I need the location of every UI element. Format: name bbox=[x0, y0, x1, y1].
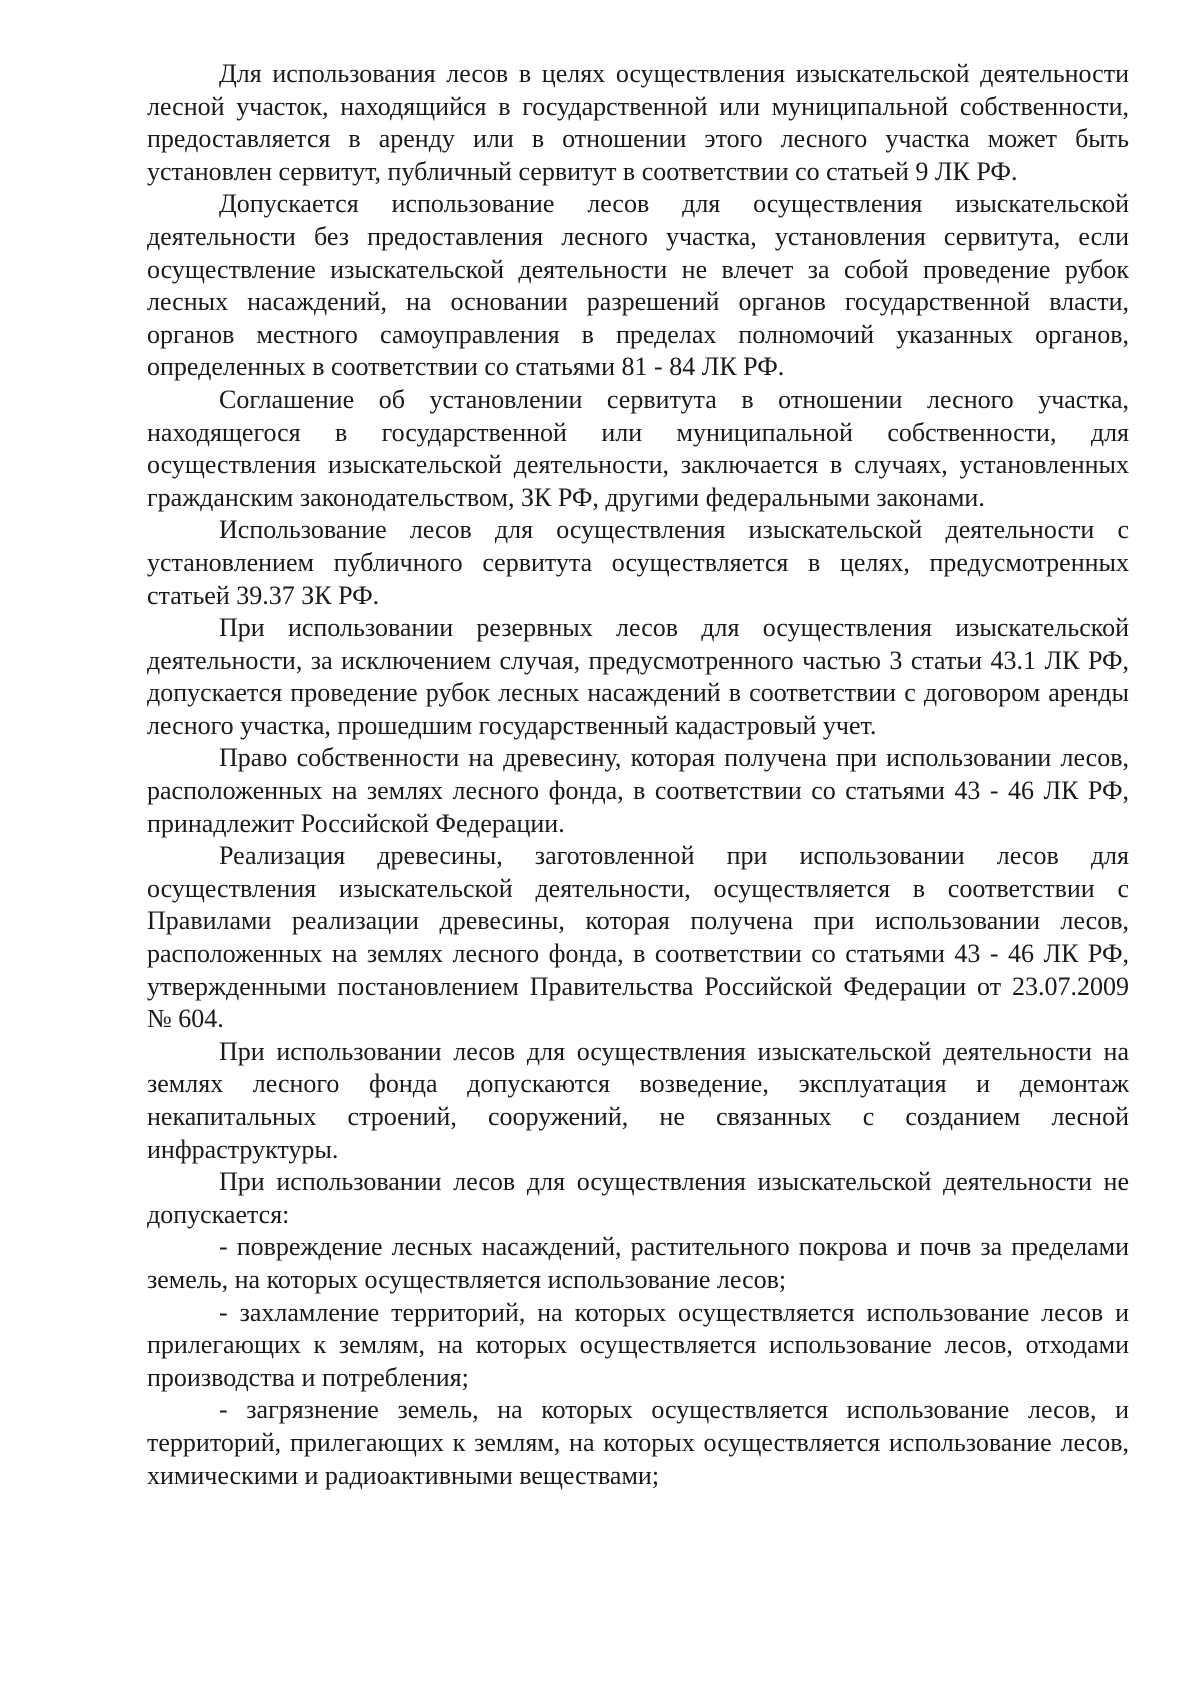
list-item-damage: - повреждение лесных насаждений, растительного покрова и почв за пределами земель, на которых осуществляется использование лесов; bbox=[147, 1232, 1129, 1294]
paragraph-reserve-forests: При использовании резервных лесов для осуществления изыскательской деятельности, за исключением случая, предусмотренного частью 3 статьи 43.1 ЛК РФ, допускается проведение рубок лесных насаждений в соответствии с договором аренды лесного участка, прошедшим государственный кадастровый учет. bbox=[147, 613, 1129, 740]
paragraph-public-servitude: Использование лесов для осуществления изыскательской деятельности с установлением публичного сервитута осуществляется в целях, предусмотренных статьей 39.37 ЗК РФ. bbox=[147, 515, 1129, 610]
paragraph-timber-sale: Реализация древесины, заготовленной при использовании лесов для осуществления изыскательской деятельности, осуществляется в соответствии с Правилами реализации древесины, которая получена при использовании лесов, расположенных на землях лесного фонда, в соответствии со статьями 43 - 46 ЛК РФ, утвержденными постановлением Правительства Российской Федерации от 23.07.2009 № 604. bbox=[147, 841, 1129, 1034]
list-item-littering: - захламление территорий, на которых осуществляется использование лесов и прилегающих к землям, на которых осуществляется использование лесов, отходами производства и потребления; bbox=[147, 1297, 1129, 1392]
paragraph-prohibitions-intro: При использовании лесов для осуществления изыскательской деятельности не допускается: bbox=[147, 1167, 1129, 1229]
paragraph-use-without-plot: Допускается использование лесов для осуществления изыскательской деятельности без предоставления лесного участка, установления сервитута, если осуществление изыскательской деятельности не влечет за собой проведение рубок лесных насаждений, на основании разрешений органов государственной власти, органов местного самоуправления в пределах полномочий указанных органов, определенных в соответствии со статьями 81 - 84 ЛК РФ. bbox=[147, 189, 1129, 382]
list-item-pollution: - загрязнение земель, на которых осуществляется использование лесов, и территорий, прилегающих к землям, на которых осуществляется использование лесов, химическими и радиоактивными веществами; bbox=[147, 1395, 1129, 1490]
paragraph-timber-ownership: Право собственности на древесину, которая получена при использовании лесов, расположенных на землях лесного фонда, в соответствии со статьями 43 - 46 ЛК РФ, принадлежит Российской Федерации. bbox=[147, 743, 1129, 838]
paragraph-lease-or-servitude: Для использования лесов в целях осуществления изыскательской деятельности лесной участок, находящийся в государственной или муниципальной собственности, предоставляется в аренду или в отношении этого лесного участка может быть установлен сервитут, публичный сервитут в соответствии со статьей 9 ЛК РФ. bbox=[147, 59, 1129, 186]
document-body bbox=[147, 58, 1129, 1492]
paragraph-temporary-structures: При использовании лесов для осуществления изыскательской деятельности на землях лесного фонда допускаются возведение, эксплуатация и демонтаж некапитальных строений, сооружений, не связанных с созданием лесной инфраструктуры. bbox=[147, 1036, 1129, 1164]
paragraph-servitude-agreement: Соглашение об установлении сервитута в отношении лесного участка, находящегося в государственной или муниципальной собственности, для осуществления изыскательской деятельности, заключается в случаях, установленных гражданским законодательством, ЗК РФ, другими федеральными законами. bbox=[147, 384, 1129, 512]
